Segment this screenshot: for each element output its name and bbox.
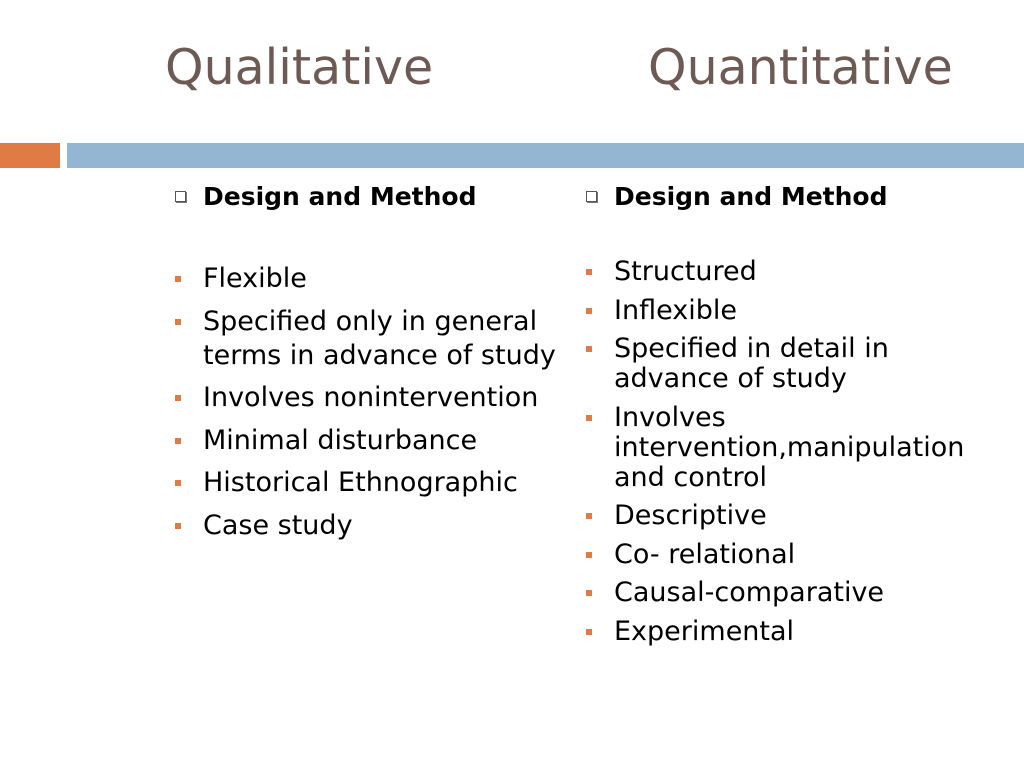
list-item — [583, 578, 1003, 608]
list-item-text: Case study — [203, 509, 353, 541]
quantitative-heading-row — [583, 180, 1003, 212]
list-item — [172, 305, 572, 373]
list-item — [172, 424, 572, 458]
square-bullet-icon — [586, 552, 592, 558]
list-item-text: Descriptive — [614, 500, 767, 531]
quantitative-column — [583, 180, 1003, 655]
list-item — [583, 501, 1003, 531]
list-item — [172, 466, 572, 500]
qualitative-column — [172, 180, 572, 551]
square-bullet-icon — [175, 480, 181, 486]
hollow-square-bullet-icon — [175, 191, 186, 202]
square-bullet-icon — [175, 523, 181, 529]
list-item — [583, 296, 1003, 326]
square-bullet-icon — [586, 308, 592, 314]
list-item — [583, 334, 1003, 394]
list-item-text: Minimal disturbance — [203, 424, 478, 456]
list-item — [172, 381, 572, 415]
list-item — [172, 509, 572, 543]
square-bullet-icon — [175, 438, 181, 444]
list-item-text: Involves nonintervention — [203, 382, 539, 413]
list-item-text: Specified only in general terms in advance of study — [203, 305, 556, 371]
list-item-text: Involves intervention,manipulation and control — [614, 401, 965, 493]
square-bullet-icon — [586, 590, 592, 596]
qualitative-heading-row — [172, 180, 572, 212]
list-item — [583, 617, 1003, 647]
square-bullet-icon — [175, 276, 181, 282]
list-item — [583, 540, 1003, 570]
list-item — [583, 257, 1003, 287]
qualitative-heading: Design and Method — [203, 181, 477, 211]
quantitative-heading: Design and Method — [614, 181, 888, 211]
square-bullet-icon — [586, 415, 592, 421]
square-bullet-icon — [586, 269, 592, 275]
list-item — [583, 403, 1003, 493]
square-bullet-icon — [586, 629, 592, 635]
list-item-text: Flexible — [203, 263, 307, 294]
list-item-text: Co- relational — [614, 538, 796, 570]
hollow-square-bullet-icon — [586, 191, 597, 202]
square-bullet-icon — [586, 346, 592, 352]
list-item-text: Specified in detail in advance of study — [614, 333, 889, 394]
square-bullet-icon — [175, 395, 181, 401]
accent-bar-blue — [67, 143, 1024, 168]
list-item-text: Historical Ethnographic — [203, 467, 518, 498]
title-quantitative: Quantitative — [648, 39, 953, 96]
square-bullet-icon — [586, 513, 592, 519]
square-bullet-icon — [175, 319, 181, 325]
list-item-text: Experimental — [614, 615, 795, 647]
qualitative-list — [172, 262, 572, 543]
list-item-text: Structured — [614, 256, 757, 287]
list-item-text: Inflexible — [614, 294, 737, 326]
quantitative-list — [583, 257, 1003, 647]
list-item-text: Causal-comparative — [614, 577, 885, 608]
accent-bar-orange — [0, 143, 60, 168]
list-item — [172, 262, 572, 296]
title-qualitative: Qualitative — [165, 39, 434, 96]
